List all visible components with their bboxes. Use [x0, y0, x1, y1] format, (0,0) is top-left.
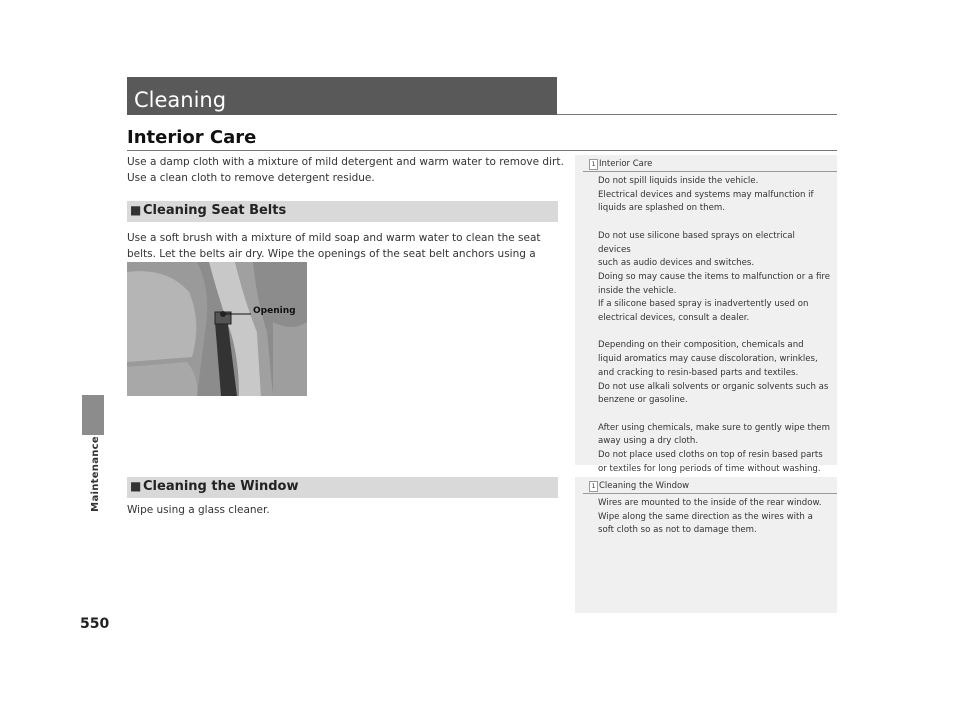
title-rule — [557, 114, 837, 115]
note-divider — [583, 171, 837, 172]
section-heading: Interior Care — [127, 127, 257, 148]
figure-callout-opening: Opening — [253, 306, 296, 316]
window-paragraph: Wipe using a glass cleaner. — [127, 504, 270, 516]
seat-belts-paragraph: Use a soft brush with a mixture of mild soap and warm water to clean the seat belts. Let the belts air dry. Wipe the openings of the seat belt anchors using a — [127, 232, 541, 260]
intro-paragraph: Use a damp cloth with a mixture of mild detergent and warm water to remove dirt. Use a clean cloth to remove detergent residue. — [127, 156, 564, 184]
note-title: Cleaning the Window — [599, 481, 690, 491]
note-title: Interior Care — [599, 159, 653, 169]
subheading-seat-belts-label: Cleaning Seat Belts — [143, 203, 287, 218]
subheading-window — [127, 477, 558, 498]
note-body: Do not spill liquids inside the vehicle. Electrical devices and systems may malfunction if liquids are splashed on them. Do not use silicone based sprays on electrical devices such as audio devices and switches. Doing so may cause the items to malfunction or a fire inside the vehicle. If a silicone based spray is inadvertently used on electrical devices, consult a dealer. Depending on their composition, chemicals and liquid aromatics may cause discoloration, wrinkles, and cracking to resin-based parts and textiles. Do not use alkali solvents or organic solvents such as benzene or gasoline. After using chemicals, make sure to gently wipe them away using a dry cloth. Do not place used cloths on top of resin based parts or textiles for long periods of time without washing. — [598, 176, 830, 474]
seat-belt-drawing — [127, 262, 307, 396]
note-divider — [583, 493, 837, 494]
chapter-tab-marker — [82, 395, 104, 435]
note-box-window — [575, 477, 837, 613]
page-number: 550 — [80, 616, 110, 632]
note-title-row — [589, 159, 652, 170]
chapter-title-band — [127, 77, 557, 115]
heading-marker-icon: ■ — [130, 203, 142, 217]
note-box-interior-care — [575, 155, 837, 474]
note-reference-icon: 1 — [589, 481, 598, 492]
chapter-title: Cleaning — [134, 88, 227, 112]
section-rule — [127, 150, 837, 151]
seat-belt-anchor-illustration — [127, 262, 307, 396]
heading-marker-icon: ■ — [130, 479, 142, 493]
note-title-row — [589, 481, 689, 492]
subheading-window-label: Cleaning the Window — [143, 479, 299, 494]
note-reference-icon: 1 — [589, 159, 598, 170]
note-body: Wires are mounted to the inside of the rear window. Wipe along the same direction as the wires with a soft cloth so as not to damage them. — [598, 498, 822, 536]
subheading-seat-belts — [127, 201, 558, 222]
chapter-side-label: Maintenance — [90, 436, 101, 512]
